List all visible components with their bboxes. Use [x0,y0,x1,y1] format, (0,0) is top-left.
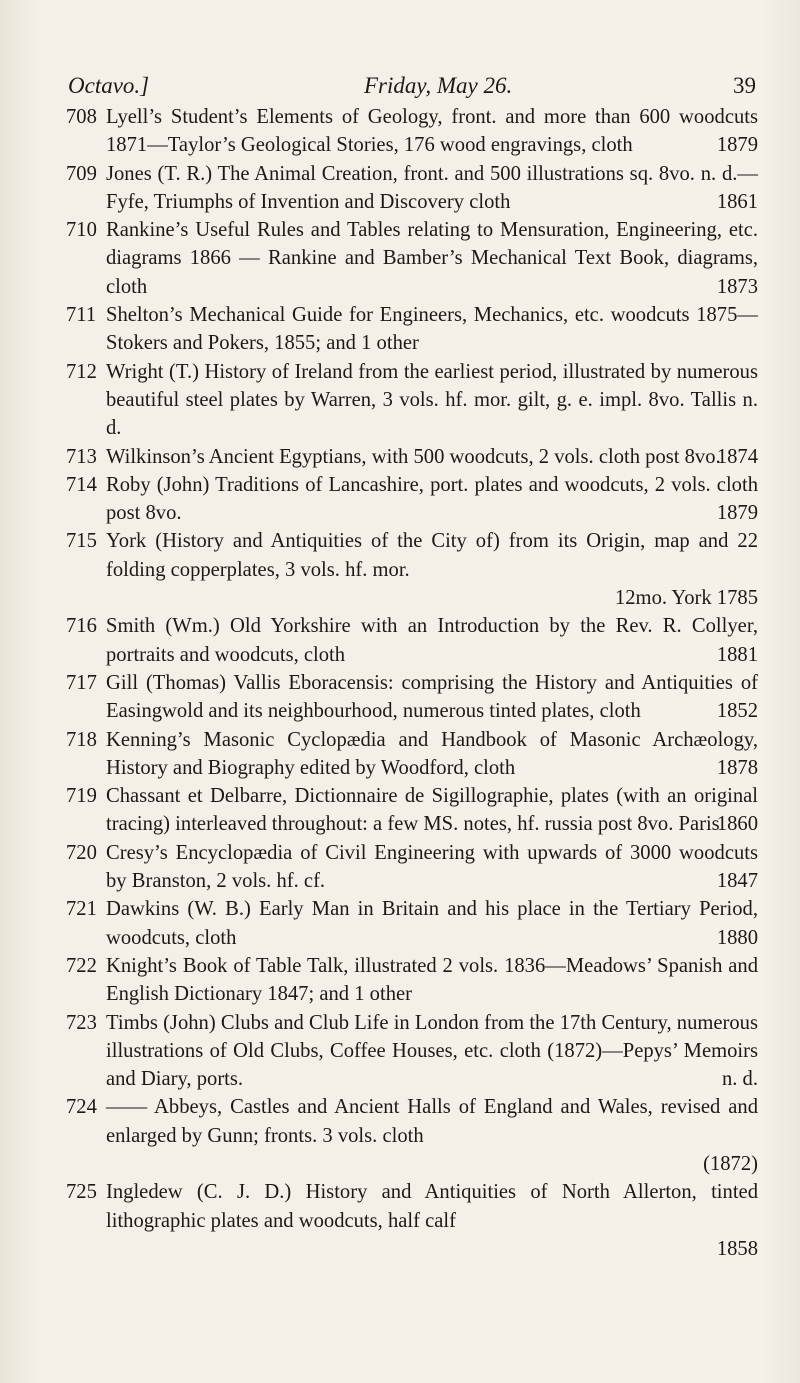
lot-entry [66,443,758,471]
lot-description: Kenning’s Masonic Cyclopædia and Handbook of Masonic Archæology, History and Biography edited by Woodford, cloth [106,728,758,779]
lot-number: 712 [66,360,97,383]
lot-number: 708 [66,106,97,128]
lot-description: Wright (T.) History of Ireland from the earliest period, illustrated by numerous beautiful steel plates by Warren, 3 vols. hf. mor. gilt, g. e. impl. 8vo. Tallis n. d. [106,360,758,440]
lot-entry [66,471,758,528]
lot-description: Roby (John) Traditions of Lancashire, port. plates and woodcuts, 2 vols. cloth post 8vo. [106,473,758,525]
header-format: Octavo.] [68,73,150,98]
lot-number: 719 [66,785,97,808]
lot-entry [66,160,758,217]
lot-entry [66,527,758,612]
lot-date: 1860 [716,813,758,836]
lot-description: Knight’s Book of Table Talk, illustrated 2 vols. 1836—Meadows’ Spanish and English Dictionary 1847; and 1 other [106,954,758,1006]
lot-description: Ingledew (C. J. D.) History and Antiquities of North Allerton, tinted lithographic plates and woodcuts, half calf [106,1181,758,1232]
lot-entry [66,782,758,839]
lot-date: 1847 [716,870,758,893]
lot-number: 713 [66,445,97,468]
lot-number: 709 [66,162,97,185]
lot-number: 718 [66,728,97,751]
lot-description: Chassant et Delbarre, Dictionnaire de Sigillographie, plates (with an original tracing) interleaved throughout: a few MS. notes, hf. russia post 8vo. Paris [106,785,758,836]
lot-description: Cresy’s Encyclopædia of Civil Engineering with upwards of 3000 woodcuts by Branston, 2 vols. hf. cf. [106,841,758,893]
lot-date: 1880 [716,926,758,949]
lot-description: Jones (T. R.) The Animal Creation, front. and 500 illustrations sq. 8vo. n. d.—Fyfe, Triumphs of Invention and Discovery cloth [106,162,758,213]
lot-number: 720 [66,841,97,864]
lot-entry [66,216,758,301]
lot-number: 715 [66,530,97,553]
lot-entry [66,669,758,726]
lot-date: 1881 [716,643,758,666]
lot-description: Rankine’s Useful Rules and Tables relating to Mensuration, Engineering, etc. diagrams 1866 — Rankine and Bamber’s Mechanical Text Book, diagrams, cloth [106,219,758,298]
lot-date: 12mo. York 1785 [614,587,758,610]
lot-entry [66,301,758,358]
lot-entry [66,612,758,669]
lot-description: Lyell’s Student’s Elements of Geology, front. and more than 600 woodcuts 1871—Taylor’s Geological Stories, 176 wood engravings, cloth [106,106,758,157]
lot-entry [66,358,758,443]
lot-description: Gill (Thomas) Vallis Eboracensis: comprising the History and Antiquities of Easingwold and its neighbourhood, numerous tinted plates, cloth [106,671,758,723]
lot-description: York (History and Antiquities of the City of) from its Origin, map and 22 folding copperplates, 3 vols. hf. mor. [106,530,758,581]
lot-entry [66,952,758,1009]
lot-entry [66,839,758,896]
lot-entry [66,1093,758,1178]
lot-date: 1861 [716,190,758,213]
lot-date: 1852 [716,700,758,723]
lot-description: —— Abbeys, Castles and Ancient Halls of England and Wales, revised and enlarged by Gunn; fronts. 3 vols. cloth [106,1096,758,1147]
lot-number: 711 [66,304,97,327]
lot-entry [66,1009,758,1094]
lot-list [66,103,758,1263]
lot-number: 725 [66,1181,97,1204]
lot-number: 716 [66,615,97,638]
lot-description: Timbs (John) Clubs and Club Life in London from the 17th Century, numerous illustrations of Old Clubs, Coffee Houses, etc. cloth (1872)—Pepys’ Memoirs and Diary, ports. [106,1011,758,1091]
lot-date: 1879 [716,134,758,157]
lot-date: 1879 [716,502,758,525]
lot-description: Dawkins (W. B.) Early Man in Britain and his place in the Tertiary Period, woodcuts, cloth [106,898,758,949]
lot-entry [66,1178,758,1263]
lot-number: 724 [66,1096,97,1119]
lot-description: Smith (Wm.) Old Yorkshire with an Introduction by the Rev. R. Collyer, portraits and woodcuts, cloth [106,615,758,666]
lot-date: n. d. [721,1068,758,1091]
header-date: Friday, May 26. [364,73,513,98]
lot-description: Shelton’s Mechanical Guide for Engineers, Mechanics, etc. woodcuts 1875—Stokers and Pokers, 1855; and 1 other [106,304,758,355]
lot-entry [66,726,758,783]
lot-date: 1873 [716,275,758,298]
lot-number: 723 [66,1011,97,1034]
lot-date: 1874 [716,445,758,468]
page-number: 39 [733,73,756,98]
lot-entry [66,103,758,160]
running-header [68,73,756,103]
lot-date: 1878 [716,756,758,779]
lot-description: Wilkinson’s Ancient Egyptians, with 500 woodcuts, 2 vols. cloth post 8vo. [106,445,721,468]
lot-entry [66,895,758,952]
lot-date: 1858 [716,1237,758,1260]
lot-number: 714 [66,473,97,496]
lot-number: 721 [66,898,97,921]
lot-number: 710 [66,219,97,242]
lot-number: 722 [66,954,97,977]
lot-number: 717 [66,671,97,694]
lot-date: (1872) [703,1152,758,1175]
